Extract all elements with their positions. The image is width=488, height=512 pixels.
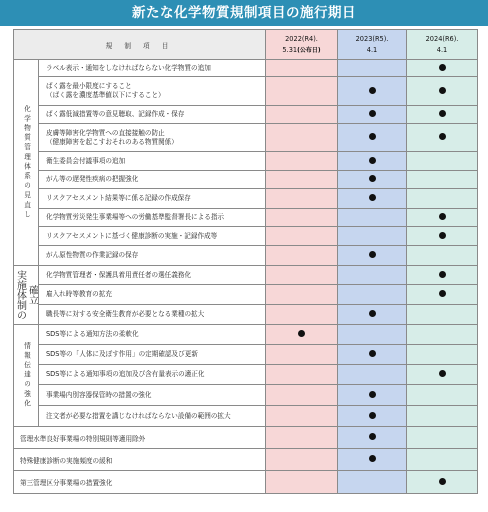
category-vertical-text-b: 確立 [26,285,38,305]
cell-2023 [338,285,407,305]
bullet-dot-icon [369,251,376,258]
cell-2023 [338,385,407,406]
regulation-item-text: 職長等に対する安全衛生教育が必要となる業種の拡大 [46,310,205,318]
cell-2022 [266,77,338,106]
table-row [14,365,478,385]
regulation-item-subtext: （ばく露を濃度基準値以下にすること） [46,91,165,99]
cell-2023 [338,227,407,246]
regulation-item-label [39,189,266,209]
bullet-dot-icon [369,391,376,398]
table-row [14,285,478,305]
regulation-item-label [39,365,266,385]
cell-2024 [407,345,478,365]
cell-2022 [266,365,338,385]
bullet-dot-icon [369,350,376,357]
category-vertical-text: 情報伝達の強化 [22,341,31,410]
table-row [14,325,478,345]
cell-2022 [266,209,338,227]
bullet-dot-icon [369,455,376,462]
bullet-dot-icon [369,133,376,140]
cell-2022 [266,106,338,124]
bullet-dot-icon [439,271,446,278]
table-row [14,471,478,494]
regulation-item-label [39,227,266,246]
table-row [14,345,478,365]
cell-2023 [338,209,407,227]
bullet-dot-icon [439,133,446,140]
table-row [14,171,478,189]
regulation-item-text: 皮膚等障害化学物質への直接接触の防止 [46,128,165,137]
bullet-dot-icon [369,87,376,94]
cell-2022 [266,427,338,449]
regulation-item-text: ばく露低減措置等の意見聴取、記録作成・保存 [46,110,185,118]
regulation-item-text: SDS等による通知事項の追加及び含有量表示の適正化 [46,370,205,378]
regulation-item-text: がん等の遅発性疾病の把握強化 [46,175,139,183]
regulation-item-text: ラベル表示・通知をしなければならない化学物質の追加 [46,63,211,72]
bullet-dot-icon [439,87,446,94]
regulation-item-label [39,77,266,106]
regulation-item-label [39,345,266,365]
cell-2024 [407,449,478,471]
cell-2023 [338,345,407,365]
header-date-2024 [407,30,478,60]
regulation-item-label [39,152,266,171]
cell-2024 [407,77,478,106]
regulation-item-label [39,406,266,427]
cell-2022 [266,124,338,152]
cell-2024 [407,427,478,449]
regulation-item-label [39,266,266,285]
bullet-dot-icon [439,370,446,377]
table-row [14,266,478,285]
header-date-2022-day: 5.31 [282,45,298,54]
main-regulation-item: 特殊健康診断の実施頻度の緩和 [14,449,266,471]
header-date-2023 [338,30,407,60]
table-row [14,449,478,471]
cell-2024 [407,171,478,189]
cell-2023 [338,266,407,285]
cell-2024 [407,285,478,305]
table-row [14,246,478,266]
main-regulation-item: 第三管理区分事業場の措置強化 [14,471,266,494]
cell-2022 [266,325,338,345]
cell-2023 [338,406,407,427]
bullet-dot-icon [439,64,446,71]
cell-2022 [266,152,338,171]
table-row [14,385,478,406]
regulation-item-text: SDS等の「人体に及ぼす作用」の定期確認及び更新 [46,350,198,358]
regulation-item-label [39,106,266,124]
bullet-dot-icon [369,433,376,440]
regulation-item-text: リスクアセスメント結果等に係る記録の作成保存 [46,194,191,202]
cell-2022 [266,345,338,365]
category-label [14,266,39,325]
cell-2023 [338,189,407,209]
bullet-dot-icon [439,232,446,239]
bullet-dot-icon [369,157,376,164]
cell-2022 [266,471,338,494]
cell-2024 [407,124,478,152]
table-row [14,60,478,77]
cell-2023 [338,365,407,385]
cell-2023 [338,246,407,266]
cell-2024 [407,189,478,209]
cell-2023 [338,325,407,345]
table-row [14,189,478,209]
regulation-item-label [39,124,266,152]
table-row [14,106,478,124]
cell-2022 [266,60,338,77]
bullet-dot-icon [369,310,376,317]
cell-2024 [407,227,478,246]
header-date-2023-day: 4.1 [366,45,378,54]
regulation-schedule-table [13,29,478,494]
regulation-item-label [39,60,266,77]
cell-2023 [338,471,407,494]
regulation-item-label [39,385,266,406]
cell-2022 [266,171,338,189]
cell-2024 [407,106,478,124]
cell-2022 [266,227,338,246]
cell-2022 [266,266,338,285]
cell-2024 [407,209,478,227]
table-row [14,227,478,246]
cell-2023 [338,60,407,77]
regulation-item-text: 化学物質労災発生事業場等への労働基準監督署長による指示 [46,213,225,221]
regulation-item-text: ばく露を最小限度にすること [46,82,132,90]
regulation-item-text: 化学物質管理者・保護具着用責任者の選任義務化 [46,270,192,279]
regulation-item-label [39,171,266,189]
cell-2023 [338,305,407,325]
header-date-2024-year: 2024(R6). [425,34,459,43]
table-row [14,427,478,449]
header-item-column: 規 制 項 目 [14,30,266,60]
table-row [14,305,478,325]
regulation-item-text: SDS等による通知方法の柔軟化 [46,330,139,338]
category-vertical-text-a: 実施体制の [14,270,26,320]
cell-2022 [266,406,338,427]
cell-2023 [338,449,407,471]
regulation-item-text: 雇入れ時等教育の拡充 [46,290,112,298]
cell-2023 [338,124,407,152]
cell-2023 [338,77,407,106]
regulation-item-label [39,285,266,305]
table-row [14,152,478,171]
bullet-dot-icon [369,175,376,182]
header-date-2023-year: 2023(R5). [355,34,389,43]
header-date-2022-note: (公布日) [297,46,321,54]
cell-2024 [407,365,478,385]
page-title: 新たな化学物質規制項目の施行期日 [0,0,488,26]
bullet-dot-icon [439,290,446,297]
cell-2024 [407,60,478,77]
bullet-dot-icon [369,110,376,117]
bullet-dot-icon [439,213,446,220]
regulation-item-text: 事業場内別容器保管時の措置の強化 [46,390,152,399]
cell-2022 [266,305,338,325]
cell-2024 [407,246,478,266]
cell-2023 [338,106,407,124]
main-regulation-item: 管理水準良好事業場の特別規則等適用除外 [14,427,266,449]
cell-2023 [338,427,407,449]
table-row [14,77,478,106]
cell-2024 [407,305,478,325]
cell-2022 [266,285,338,305]
regulation-item-text: リスクアセスメントに基づく健康診断の実施・記録作成等 [46,231,218,240]
table-row [14,124,478,152]
table-row [14,209,478,227]
cell-2022 [266,385,338,406]
cell-2022 [266,449,338,471]
cell-2022 [266,189,338,209]
cell-2022 [266,246,338,266]
cell-2024 [407,152,478,171]
cell-2024 [407,406,478,427]
bullet-dot-icon [298,330,305,337]
header-date-2022 [266,30,338,60]
regulation-item-label [39,305,266,325]
category-vertical-text: 化学物質管理体系の見直し [22,104,31,221]
header-date-2024-day: 4.1 [436,45,448,54]
cell-2024 [407,325,478,345]
bullet-dot-icon [369,412,376,419]
cell-2023 [338,152,407,171]
table-row [14,406,478,427]
regulation-item-label [39,246,266,266]
regulation-item-text: 衛生委員会付議事項の追加 [46,156,126,165]
bullet-dot-icon [439,478,446,485]
bullet-dot-icon [369,194,376,201]
header-date-2022-year: 2022(R4). [285,34,318,43]
cell-2024 [407,266,478,285]
regulation-item-subtext: （健康障害を起こすおそれのある物質関係） [46,137,178,146]
regulation-item-label [39,209,266,227]
bullet-dot-icon [439,110,446,117]
category-label [14,60,39,266]
cell-2024 [407,471,478,494]
cell-2024 [407,385,478,406]
cell-2023 [338,171,407,189]
regulation-item-label [39,325,266,345]
category-label [14,325,39,427]
regulation-item-text: 注文者が必要な措置を講じなければならない設備の範囲の拡大 [46,411,231,420]
regulation-item-text: がん原性物質の作業記録の保存 [46,251,139,259]
